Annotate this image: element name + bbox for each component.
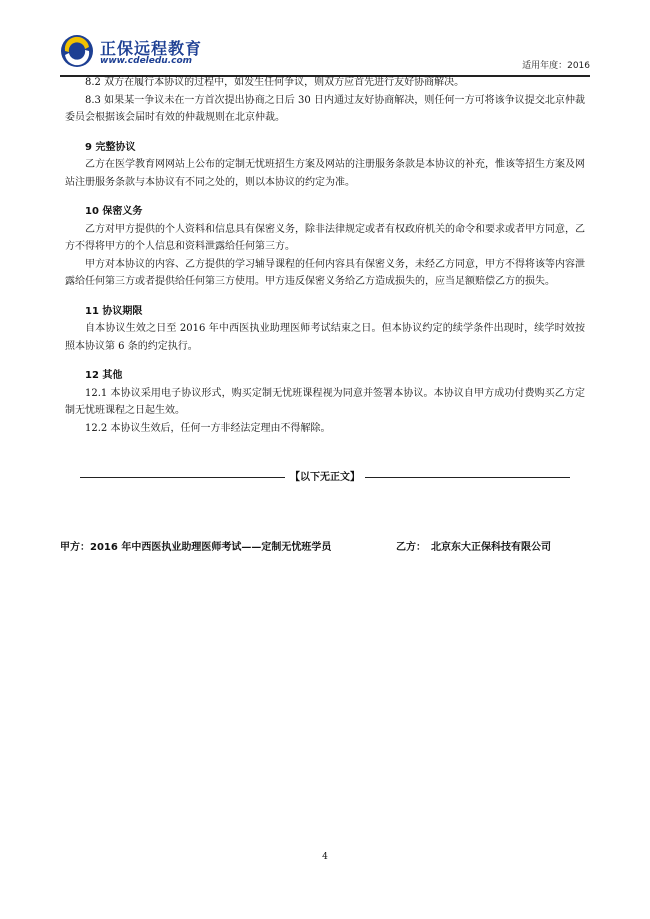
end-rule-right <box>365 477 570 478</box>
party-b-signature: 乙方： 北京东大正保科技有限公司 <box>396 542 551 553</box>
page-header <box>60 34 590 74</box>
document-body <box>65 74 585 437</box>
brand-name: 正保远程教育 <box>100 39 203 58</box>
page-number: 4 <box>322 852 328 862</box>
clause-12-2: 12.2 本协议生效后，任何一方非经法定理由不得解除。 <box>85 422 331 434</box>
clause-8-2: 8.2 双方在履行本协议的过程中，如发生任何争议，则双方应首先进行友好协商解决。 <box>85 77 465 88</box>
section-10-title: 10 保密义务 <box>85 206 143 217</box>
section-11-text: 自本协议生效之日至 2016 年中西医执业助理医师考试结束之日。但本协议约定的续学条件出现时，续学时效按照本协议第 6 条的约定执行。 <box>65 323 585 352</box>
end-of-text-marker <box>60 468 590 483</box>
section-12-title: 12 其他 <box>85 370 123 381</box>
clause-12-1: 12.1 本协议采用电子协议形式，购买定制无忧班课程视为同意并签署本协议。本协议自甲方成功付费购买乙方定制无忧班课程之日起生效。 <box>65 387 585 416</box>
brand-domain: www.cdeledu.com <box>100 56 193 66</box>
section-10-text-2: 甲方对本协议的内容、乙方提供的学习辅导课程的任何内容具有保密义务，未经乙方同意，甲方不得将该等内容泄露给任何第三方或者提供给任何第三方使用。甲方违反保密义务给乙方造成损失的，应当足额赔偿乙方的损失。 <box>65 258 585 287</box>
party-a-signature: 甲方：2016 年中西医执业助理医师考试——定制无忧班学员 <box>60 542 332 553</box>
company-logo-icon <box>60 34 94 68</box>
section-9-text: 乙方在医学教育网网站上公布的定制无忧班招生方案及网站的注册服务条款是本协议的补充，惟该等招生方案及网站注册服务条款与本协议有不同之处的，则以本协议的约定为准。 <box>65 159 585 188</box>
section-9-title: 9 完整协议 <box>85 141 136 153</box>
end-rule-left <box>80 477 285 478</box>
section-10-text-1: 乙方对甲方提供的个人资料和信息具有保密义务，除非法律规定或者有权政府机关的命令和要求或者甲方同意，乙方不得将甲方的个人信息和资料泄露给任何第三方。 <box>65 223 585 252</box>
section-11-title: 11 协议期限 <box>85 305 143 317</box>
end-of-text-label: 【以下无正文】 <box>290 472 360 483</box>
applicable-year: 适用年度：2016 <box>522 61 590 71</box>
clause-8-3: 8.3 如果某一争议未在一方首次提出协商之日后 30 日内通过友好协商解决，则任何一方可将该争议提交北京仲裁委员会根据该会届时有效的仲裁规则在北京仲裁。 <box>65 94 585 123</box>
